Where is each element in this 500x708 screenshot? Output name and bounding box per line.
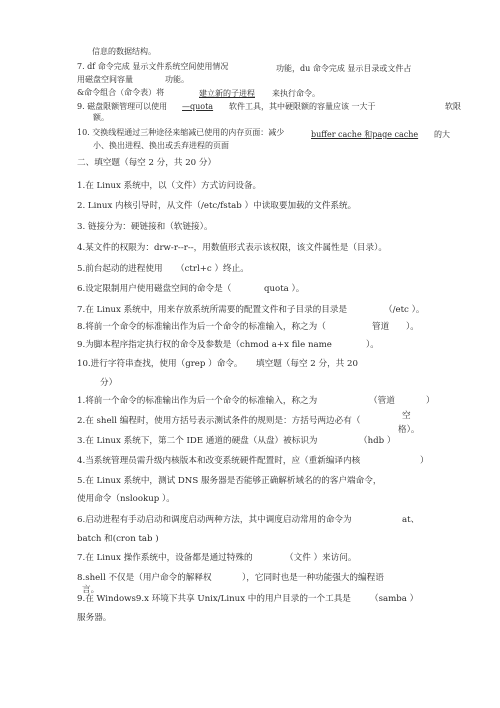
- text-line: 1.将前一个命令的标准输出作为后一个命令的标准输入，称之为: [77, 396, 318, 406]
- text-line: 1.在 Linux 系统中，以（文件）方式访问设备。: [77, 181, 262, 191]
- text-line: 8.shell 不仅是（用户命令的解释权: [77, 573, 212, 583]
- text-line: 信息的数据结构。: [92, 47, 156, 56]
- text-line: ）: [420, 456, 429, 466]
- text-line: 4.某文件的权限为：drw-r--r--，用数值形式表示该权限，该文件属性是（目录）。: [77, 243, 388, 253]
- section-heading: 二、填空题（每空 2 分，共 20 分）: [77, 158, 217, 168]
- text-line: —quota: [182, 102, 214, 111]
- text-line: （管道: [369, 396, 395, 406]
- text-line: 使用命令（nslookup ）。: [77, 494, 175, 504]
- text-line: （samba ）: [370, 594, 419, 604]
- text-line: （/etc ）。: [384, 305, 425, 315]
- text-line: 空: [402, 411, 411, 421]
- text-line: 6.设定限制用户使用磁盘空间的命令是（: [77, 284, 232, 294]
- text-line: （hdb ）: [359, 436, 396, 446]
- text-line: （ctrl+c ）终止。: [176, 264, 249, 274]
- text-line: 9.为脚本程序指定执行权的命令及参数是（chmod a+x file name: [77, 340, 332, 350]
- text-line: ）。: [366, 340, 379, 350]
- text-line: 4.当系统管理员需升级内核版本和改变系统硬件配置时，应（重新编译内核: [77, 456, 361, 466]
- text-line: 9. 磁盘限额管理可以使用: [77, 102, 168, 111]
- text-line: 服务器。: [77, 613, 112, 623]
- text-line: 10.进行字符串查找，使用（grep ）命令。: [77, 359, 243, 369]
- text-line: ）: [426, 396, 435, 406]
- text-line: 填空题（每空 2 分，共 20: [256, 359, 358, 369]
- text-line: 3. 链接分为：硬链接和（软链接）。: [77, 222, 213, 232]
- text-line: 来执行命令。: [272, 89, 320, 98]
- text-line: &命令组合（命令表）将: [77, 88, 165, 97]
- text-line: 7. df 命令完成 显示文件系统空间使用情况: [77, 62, 229, 71]
- text-line: 3.在 Linux 系统下，第二个 IDE 通道的硬盘（从盘）被标识为: [77, 436, 318, 446]
- text-line: quota ）。: [264, 284, 305, 294]
- text-line: 2. Linux 内核引导时，从文件（/etc/fstab ）中读取要加载的文件系统。: [77, 201, 357, 211]
- text-line: （文件 ）来访问。: [285, 553, 357, 563]
- text-line: 用磁盘空间容量: [77, 75, 133, 84]
- text-line: 建立新的子进程: [199, 89, 255, 98]
- text-line: 功能，du 命令完成 显示目录或文件占: [276, 64, 412, 73]
- text-line: 言。: [82, 585, 100, 595]
- text-line: 6.启动进程有手动启动和调度启动两种方法，其中调度启动常用的命令为: [77, 515, 352, 525]
- text-line: 8.将前一个命令的标准输出作为后一个命令的标准输入，称之为（: [77, 322, 326, 332]
- text-line: 额。: [93, 113, 109, 122]
- text-line: ）。: [406, 322, 419, 332]
- text-line: 软限: [445, 102, 461, 111]
- text-line: 5.前台起动的进程使用: [77, 264, 163, 274]
- text-line: 分）: [100, 378, 118, 388]
- text-line: 管道: [372, 322, 390, 332]
- text-line: 软件工具，其中硬限额的容量应该 一大于: [229, 102, 376, 111]
- text-line: 2.在 shell 编程时，使用方括号表示测试条件的规则是：方括号两边必有（: [77, 416, 361, 426]
- text-line: 功能。: [165, 75, 189, 84]
- text-line: 10. 交换线程通过三种途径来缩减已使用的内存页面：减少: [77, 128, 285, 137]
- text-line: 的大: [434, 130, 450, 139]
- text-line: 小、换出进程、换出或丢弃进程的页面: [93, 141, 229, 150]
- text-line: 9.在 Windows9.x 环境下共享 Unix/Linux 中的用户目录的一个工具是: [77, 594, 351, 604]
- text-line: 7.在 Linux 系统中，用来存放系统所需要的配置文件和子目录的目录是: [77, 305, 348, 315]
- text-line: 7.在 Linux 操作系统中，设备都是通过特殊的: [77, 553, 253, 563]
- text-line: batch 和(cron tab ): [77, 534, 159, 544]
- text-line: 格）。: [398, 425, 420, 435]
- text-line: at、: [402, 515, 420, 525]
- text-line: ），它同时也是一种功能强大的编程语: [242, 573, 384, 583]
- text-line: 5.在 Linux 系统中，测试 DNS 服务器是否能够正确解析域名的的客户端命令，: [77, 476, 382, 486]
- text-line: buffer cache 和page cache: [311, 130, 419, 139]
